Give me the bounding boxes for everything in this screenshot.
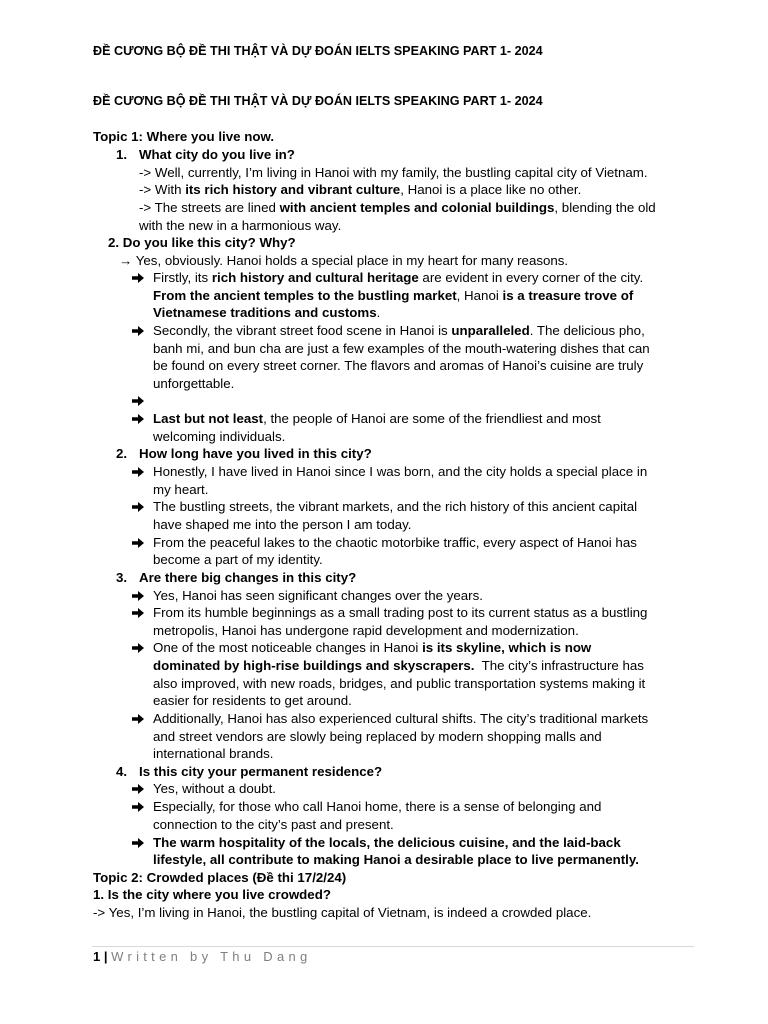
right-arrow-icon <box>131 324 145 338</box>
answer-line: -> Well, currently, I’m living in Hanoi with my family, the bustling capital city of Vietnam. <box>139 165 648 180</box>
right-arrow-icon <box>131 606 145 620</box>
topic-2-question-1: 1. Is the city where you live crowded? <box>93 887 331 902</box>
answer-line: Yes, without a doubt. <box>153 781 276 796</box>
right-arrow-icon <box>131 271 145 285</box>
document-title: ĐỀ CƯƠNG BỘ ĐỀ THI THẬT VÀ DỰ ĐOÁN IELTS SPEAKING PART 1- 2024 <box>93 44 543 58</box>
topic-1-heading: Topic 1: Where you live now. <box>93 129 275 144</box>
right-arrow-icon <box>131 465 145 479</box>
question-number: 1. <box>116 147 128 162</box>
question-1: What city do you live in? <box>139 147 295 162</box>
answer-line: Especially, for those who call Hanoi home, there is a sense of belonging and <box>153 799 602 814</box>
footer-separator: | <box>100 949 112 964</box>
answer-line: → Yes, obviously. Hanoi holds a special place in my heart for many reasons. <box>119 253 569 268</box>
topic-2-heading: Topic 2: Crowded places (Đề thi 17/2/24) <box>93 870 347 885</box>
right-arrow-icon <box>131 500 145 514</box>
answer-line: Additionally, Hanoi has also experienced cultural shifts. The city’s traditional markets <box>153 711 649 726</box>
answer-line: Last but not least, the people of Hanoi are some of the friendliest and most <box>153 411 601 426</box>
right-arrow-icon <box>131 412 145 426</box>
answer-line: Secondly, the vibrant street food scene in Hanoi is unparalleled. The delicious pho, <box>153 323 645 338</box>
question-3: How long have you lived in this city? <box>139 446 372 461</box>
right-arrow-icon <box>131 782 145 796</box>
right-arrow-icon <box>131 536 145 550</box>
answer-line: Vietnamese traditions and customs. <box>153 305 381 320</box>
answer-line: be found on every street corner. The flavors and aromas of Hanoi’s cuisine are truly <box>153 358 644 373</box>
right-arrow-icon <box>131 800 145 814</box>
right-arrow-icon <box>131 712 145 726</box>
question-number: 2. <box>116 446 128 461</box>
answer-line: From the ancient temples to the bustling market, Hanoi is a treasure trove of <box>153 288 634 303</box>
right-arrow-icon <box>131 589 145 603</box>
answer-line: unforgettable. <box>153 376 235 391</box>
answer-line: also improved, with new roads, bridges, and public transportation systems making it <box>153 676 646 691</box>
question-4: Are there big changes in this city? <box>139 570 357 585</box>
right-arrow-icon <box>131 641 145 655</box>
question-2: 2. Do you like this city? Why? <box>108 235 296 250</box>
answer-line: have shaped me into the person I am today. <box>153 517 412 532</box>
answer-line: The warm hospitality of the locals, the delicious cuisine, and the laid-back <box>153 835 621 850</box>
question-number: 3. <box>116 570 128 585</box>
answer-line: One of the most noticeable changes in Hanoi is its skyline, which is now <box>153 640 592 655</box>
answer-line: -> The streets are lined with ancient temples and colonial buildings, blending the old <box>139 200 656 215</box>
answer-line: metropolis, Hanoi has undergone rapid development and modernization. <box>153 623 579 638</box>
answer-line: welcoming individuals. <box>153 429 286 444</box>
answer-line: Yes, Hanoi has seen significant changes over the years. <box>153 588 483 603</box>
right-arrow-icon <box>131 394 145 408</box>
answer-line: The bustling streets, the vibrant markets, and the rich history of this ancient capital <box>153 499 638 514</box>
answer-line: From the peaceful lakes to the chaotic motorbike traffic, every aspect of Hanoi has <box>153 535 637 550</box>
answer-line: banh mi, and bun cha are just a few examples of the mouth-watering dishes that can <box>153 341 650 356</box>
answer-line: international brands. <box>153 746 274 761</box>
answer-line: Firstly, its rich history and cultural heritage are evident in every corner of the city. <box>153 270 644 285</box>
answer-line: easier for residents to get around. <box>153 693 352 708</box>
answer-line: and street vendors are slowly being replaced by modern shopping malls and <box>153 729 602 744</box>
footer-divider <box>92 946 694 947</box>
right-arrow-icon <box>131 836 145 850</box>
question-number: 4. <box>116 764 128 779</box>
answer-line: my heart. <box>153 482 209 497</box>
page-number: 1 <box>93 949 101 964</box>
answer-line: lifestyle, all contribute to making Hanoi a desirable place to live permanently. <box>153 852 639 867</box>
answer-line: -> With its rich history and vibrant culture, Hanoi is a place like no other. <box>139 182 582 197</box>
answer-line: become a part of my identity. <box>153 552 323 567</box>
author-credit: Written by Thu Dang <box>111 949 312 964</box>
answer-line: Honestly, I have lived in Hanoi since I was born, and the city holds a special place in <box>153 464 648 479</box>
document-subtitle: ĐỀ CƯƠNG BỘ ĐỀ THI THẬT VÀ DỰ ĐOÁN IELTS SPEAKING PART 1- 2024 <box>93 94 543 108</box>
question-5: Is this city your permanent residence? <box>139 764 383 779</box>
page-footer <box>93 949 312 964</box>
answer-line: From its humble beginnings as a small trading post to its current status as a bustling <box>153 605 648 620</box>
answer-line: -> Yes, I’m living in Hanoi, the bustling capital of Vietnam, is indeed a crowded place. <box>93 905 592 920</box>
answer-line: with the new in a harmonious way. <box>139 218 342 233</box>
answer-line: connection to the city’s past and present. <box>153 817 394 832</box>
answer-line: dominated by high-rise buildings and skyscrapers. The city’s infrastructure has <box>153 658 644 673</box>
